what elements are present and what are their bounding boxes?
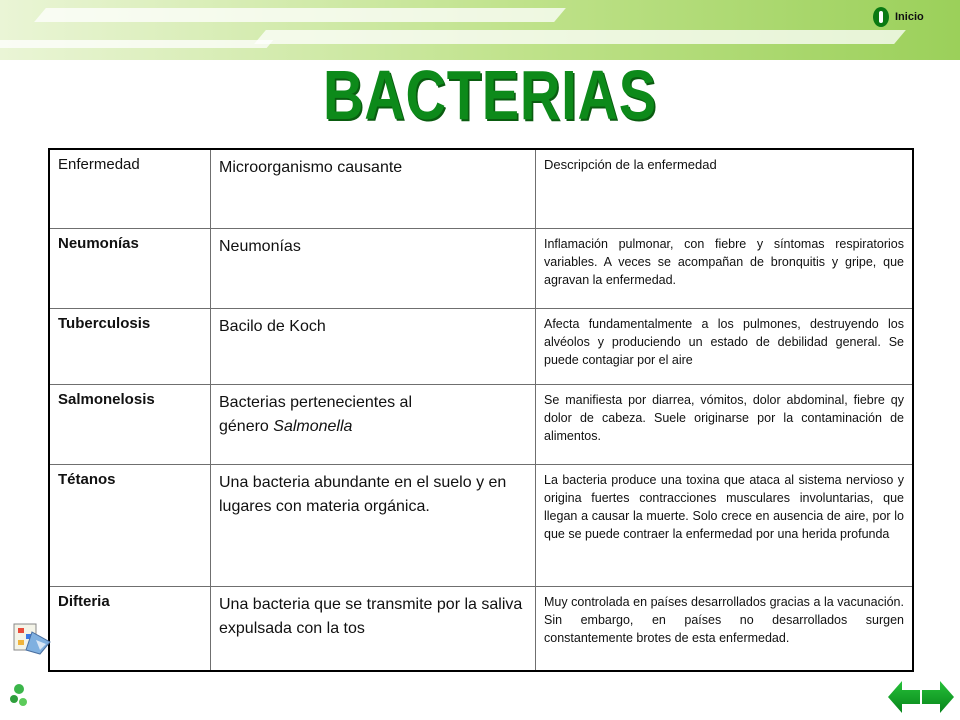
home-button[interactable] (873, 6, 935, 28)
bacteria-logo-icon (8, 682, 30, 708)
agent-line2-prefix: género (219, 418, 274, 435)
description-cell: Afecta fundamentalmente a los pulmones, destruyendo los alvéolos y produciendo un estado de debilidad general. Se puede contagiar por el aire (536, 309, 914, 385)
disease-cell: Tétanos (49, 465, 211, 587)
agent-cell: Bacilo de Koch (211, 309, 536, 385)
top-banner (0, 0, 960, 60)
disease-cell: Salmonelosis (49, 385, 211, 465)
description-cell: La bacteria produce una toxina que ataca al sistema nervioso y origina fuertes contracciones musculares involuntarias, que llegan a causar la muerte. Solo crece en ausencia de aire, por lo que se puede contraer la enfermedad por una herida profunda (536, 465, 914, 587)
diseases-table (48, 148, 914, 672)
agent-cell: Neumonías (211, 229, 536, 309)
header-agent: Microorganismo causante (211, 149, 536, 229)
disease-cell: Difteria (49, 587, 211, 671)
disease-cell: Neumonías (49, 229, 211, 309)
description-cell: Muy controlada en países desarrollados gracias a la vacunación. Sin embargo, en países no desarrollados surgen constantemente brotes de esta enfermedad. (536, 587, 914, 671)
agent-line1: Bacterias pertenecientes al (219, 394, 412, 411)
home-icon (873, 7, 889, 27)
banner-stripe (0, 40, 273, 48)
page-title: BACTERIAS (323, 56, 657, 134)
header-disease: Enfermedad (49, 149, 211, 229)
agent-cell: Una bacteria abundante en el suelo y en lugares con materia orgánica. (211, 465, 536, 587)
agent-line2-italic: Salmonella (273, 418, 353, 435)
table-row (49, 465, 913, 587)
table-row (49, 385, 913, 465)
diagram-icon[interactable] (12, 620, 52, 656)
description-cell: Inflamación pulmonar, con fiebre y síntomas respiratorios variables. A veces se acompañan de bronquitis y gripe, que agravan la enfermedad. (536, 229, 914, 309)
banner-stripe (34, 8, 566, 22)
agent-cell: Una bacteria que se transmite por la saliva expulsada con la tos (211, 587, 536, 671)
banner-stripe (254, 30, 906, 44)
arrow-left-icon[interactable] (886, 678, 922, 716)
home-label: Inicio (895, 11, 924, 23)
disease-cell: Tuberculosis (49, 309, 211, 385)
header-description: Descripción de la enfermedad (536, 149, 914, 229)
arrow-right-icon[interactable] (920, 678, 956, 716)
agent-cell (211, 385, 536, 465)
table-row (49, 587, 913, 671)
table-row (49, 309, 913, 385)
description-cell: Se manifiesta por diarrea, vómitos, dolor abdominal, fiebre qy dolor de cabeza. Suele originarse por la contaminación de alimentos. (536, 385, 914, 465)
table-header-row (49, 149, 913, 229)
table-row (49, 229, 913, 309)
